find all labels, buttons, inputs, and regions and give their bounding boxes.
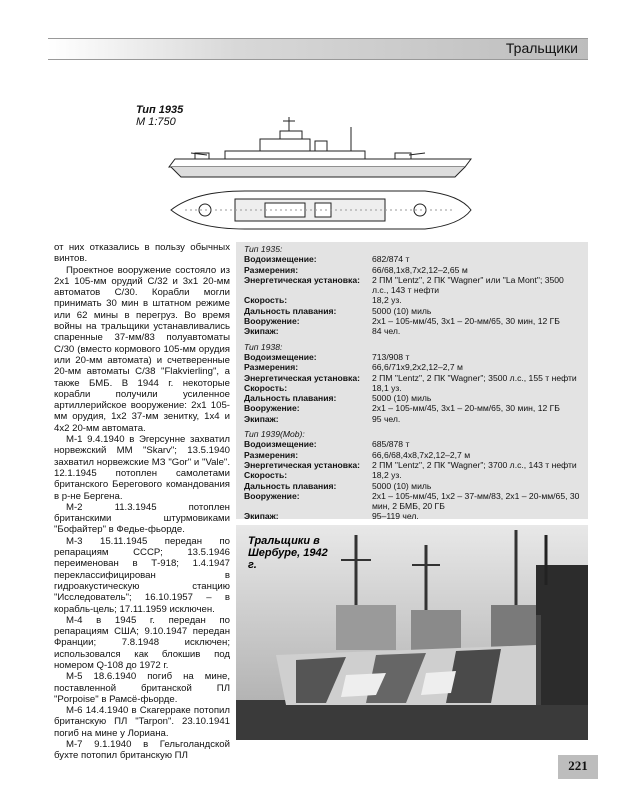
spec-key: Вооружение: (244, 403, 300, 414)
spec-row (244, 439, 582, 449)
spec-key: Экипаж: (244, 413, 279, 424)
paragraph: М-2 11.3.1945 потоплен британскими штурмовиками "Бофайтер" в Федье-фьорде. (54, 501, 230, 536)
spec-type-heading: Тип 1939(Mob): (244, 429, 305, 440)
spec-row (244, 403, 582, 413)
page-number: 221 (568, 758, 588, 773)
spec-key: Вооружение: (244, 490, 300, 501)
spec-key: Водоизмещение: (244, 439, 317, 450)
spec-value: 5000 (10) миль (372, 305, 432, 316)
minesweepers-photo (236, 525, 588, 740)
paragraph: М-1 9.4.1940 в Эгерсунне захватил норвежский ММ "Skarv"; 13.5.1940 захватил норвежские МЗ "Gor" и "Vale". 12.1.1945 потоплен самолетами британского Берегового командования в р-не Бергена. (54, 434, 230, 502)
spec-block-type-1938 (236, 340, 588, 427)
spec-type-heading: Тип 1938: (244, 341, 283, 352)
spec-key: Скорость: (244, 382, 288, 393)
spec-row (244, 491, 582, 512)
paragraph: от них отказались в пользу обычных винтов. (54, 242, 230, 265)
spec-row (244, 373, 582, 383)
spec-value: 18,2 уз. (372, 295, 402, 306)
spec-value: 66,6/68,4х8,7х2,12–2,7 м (372, 449, 471, 460)
section-title: Тральщики (505, 40, 578, 56)
ship-top-plan-drawing (165, 185, 475, 235)
paragraph: М-7 9.1.1940 в Гельголандской бухте потопил британскую ПЛ (54, 739, 230, 762)
spec-value: 18,1 уз. (372, 382, 402, 393)
spec-value: 2х1 – 105-мм/45, 3х1 – 20-мм/65, 30 мин, 12 ГБ (372, 403, 560, 414)
spec-value: 682/874 т (372, 254, 410, 265)
paragraph: М-4 в 1945 г. передан по репарациям США; 9.10.1947 передан Франции; 7.8.1948 исключен; использовался как блокшив под номером Q-108 до 1972 г. (54, 614, 230, 671)
spec-key: Энергетическая установка: (244, 372, 360, 383)
spec-row (244, 352, 582, 362)
paragraph: М-6 14.4.1940 в Скагерраке потопил британскую ПЛ "Tarpon". 23.10.1941 погиб на мине у Лориана. (54, 705, 230, 739)
spec-row (244, 460, 582, 470)
spec-key: Экипаж: (244, 511, 279, 522)
spec-value: 66/68,1х8,7х2,12–2,65 м (372, 264, 468, 275)
spec-value: 2 ПМ "Lentz", 2 ПК "Wagner"; 3700 л.с., 143 т нефти (372, 459, 577, 470)
spec-key: Энергетическая установка: (244, 274, 360, 285)
spec-row (244, 414, 582, 424)
spec-key: Дальность плавания: (244, 393, 337, 404)
spec-value: 95–119 чел. (372, 511, 419, 522)
paragraph: М-5 18.6.1940 погиб на мине, поставленной британской ПЛ "Porpoise" в Рамсё-фьорде. (54, 671, 230, 705)
spec-row (244, 326, 582, 336)
spec-row (244, 295, 582, 305)
spec-value: 95 чел. (372, 413, 401, 424)
spec-row (244, 265, 582, 275)
spec-row (244, 275, 582, 296)
body-text-column (54, 242, 230, 762)
spec-row (244, 383, 582, 393)
header-bar (48, 38, 588, 60)
spec-value: 713/908 т (372, 351, 410, 362)
spec-block-type-1939-mob (236, 427, 588, 525)
spec-value: 5000 (10) миль (372, 393, 432, 404)
spec-key: Дальность плавания: (244, 305, 337, 316)
spec-key: Энергетическая установка: (244, 459, 360, 470)
spec-value: 5000 (10) миль (372, 480, 432, 491)
drawing-scale: М 1:750 (136, 116, 176, 128)
photo-caption: Тральщики в Шербуре, 1942 г. (248, 535, 328, 571)
spec-block-type-1935 (236, 242, 588, 340)
spec-key: Размерения: (244, 264, 299, 275)
spec-key: Водоизмещение: (244, 351, 317, 362)
spec-key: Водоизмещение: (244, 254, 317, 265)
spec-key: Размерения: (244, 449, 299, 460)
spec-value: 2 ПМ "Lentz", 2 ПК "Wagner"; 3500 л.с., 155 т нефти (372, 372, 577, 383)
specifications-table (236, 242, 588, 522)
spec-row (244, 511, 582, 521)
spec-value: 2х1 – 105-мм/45, 3х1 – 20-мм/65, 30 мин, 12 ГБ (372, 316, 560, 327)
spec-row (244, 316, 582, 326)
ship-side-profile-drawing (165, 115, 475, 185)
spec-row (244, 362, 582, 372)
spec-row (244, 393, 582, 403)
spec-key: Дальность плавания: (244, 480, 337, 491)
spec-value: 2х1 – 105-мм/45, 1х2 – 37-мм/83, 2х1 – 20-мм/65, 30 мин, 2 БМБ, 20 ГБ (372, 490, 580, 512)
spec-key: Скорость: (244, 470, 288, 481)
spec-value: 2 ПМ "Lentz", 2 ПК "Wagner" или "La Mont"; 3500 л.с., 143 т нефти (372, 274, 564, 296)
spec-row (244, 450, 582, 460)
spec-row (244, 470, 582, 480)
spec-row (244, 254, 582, 264)
paragraph: Проектное вооружение состояло из 2х1 105-мм орудий С/32 и 3х1 20-мм автоматов С/30. Корабли могли принимать 30 мин в штатном режиме или 62 мины в перегруз. Во время войны на тральщики устанавливались спаренные 37-мм/83 полуавтоматы С/30 (вместо кормового 105-мм орудия или 20-мм автомата) и счетверенные 20-мм автоматы С/38 "Flakvierling", а также БМБ. В 1944 г. некоторые корабли получили усиленное артиллерийское вооружение: 2х1 105-мм орудия, 1х2 37-мм зенитку, 1х4 и 4х2 20-мм автомата. (54, 264, 230, 434)
page-number-box (558, 755, 598, 779)
spec-value: 66,6/71х9,2х2,12–2,7 м (372, 362, 463, 373)
spec-row (244, 306, 582, 316)
spec-key: Экипаж: (244, 326, 279, 337)
drawing-type: Тип 1935 (136, 104, 184, 116)
paragraph: М-3 15.11.1945 передан по репарациям СССР; 13.5.1946 переименован в Т-918; 1.4.1947 переклассифицирован в гидроакустическую станцию "Исследователь"; 16.10.1957 – в корабль-цель; 17.11.1959 исключен. (54, 535, 230, 615)
spec-key: Вооружение: (244, 316, 300, 327)
spec-value: 685/878 т (372, 439, 410, 450)
spec-value: 18,2 уз. (372, 470, 402, 481)
spec-key: Скорость: (244, 295, 288, 306)
spec-row (244, 481, 582, 491)
spec-type-heading: Тип 1935: (244, 244, 283, 254)
spec-key: Размерения: (244, 362, 299, 373)
spec-value: 84 чел. (372, 326, 401, 337)
